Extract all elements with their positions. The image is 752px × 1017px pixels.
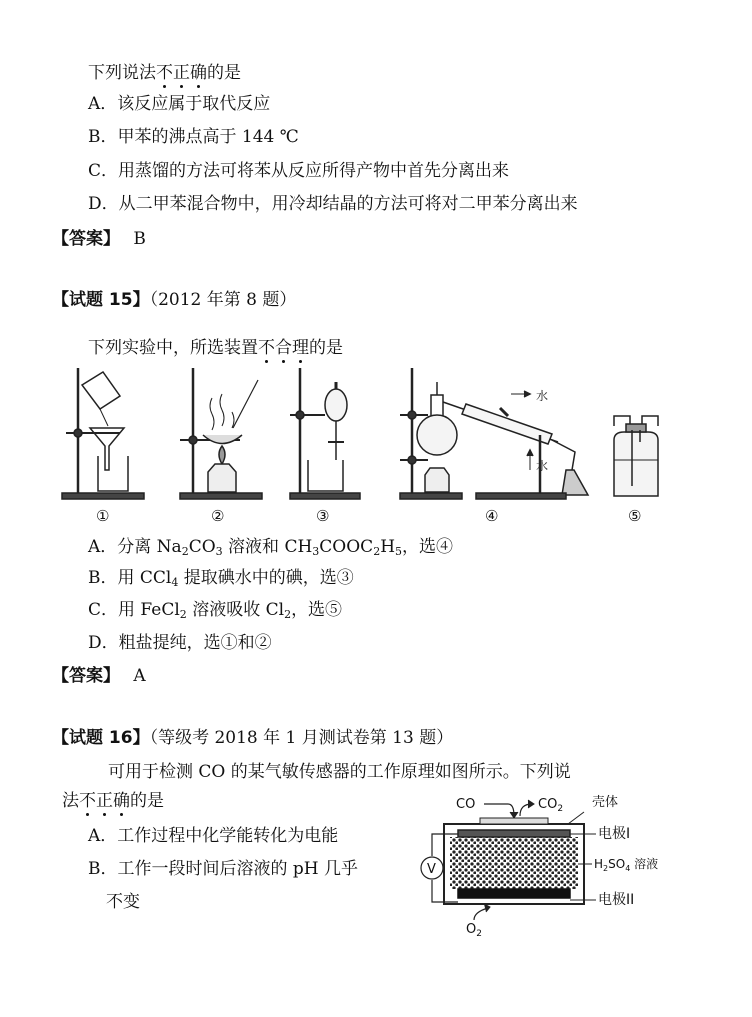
apparatus-1-filtration bbox=[62, 368, 144, 499]
question-source: （等级考 2018 年 1 月测试卷第 13 题） bbox=[149, 728, 454, 748]
figure-label-4: ④ bbox=[485, 507, 499, 525]
q15-answer bbox=[52, 665, 146, 687]
q16-header bbox=[52, 727, 453, 749]
water-in-label: 水 bbox=[536, 459, 549, 473]
q14-stem: 下列说法不正确的是 bbox=[88, 63, 241, 83]
co2-label: $CO_2$ bbox=[538, 797, 564, 814]
answer-label: 【答案】 bbox=[52, 666, 120, 686]
voltmeter-icon: V bbox=[427, 862, 436, 877]
apparatus-3-separating-funnel bbox=[290, 368, 360, 499]
figure-label-2: ② bbox=[211, 507, 225, 525]
answer-label: 【答案】 bbox=[52, 229, 120, 249]
q14-option-b: B．甲苯的沸点高于 144 ℃ bbox=[88, 127, 299, 147]
q16-stem-line2: 法不正确的是 bbox=[62, 791, 164, 811]
figure-label-1: ① bbox=[96, 507, 110, 525]
q15-stem: 下列实验中，所选装置不合理的是 bbox=[88, 338, 343, 358]
q15-option-a: A．分离 $Na_2CO_3$ 溶液和 $CH_3COOC_2H_5$，选④ bbox=[88, 537, 454, 558]
answer-value: A bbox=[133, 666, 146, 686]
gas-sensor-diagram bbox=[410, 790, 680, 940]
apparatus-4-distillation bbox=[400, 368, 588, 499]
solution-label: $H_2SO_4$ 溶液 bbox=[594, 857, 659, 873]
apparatus-5-gas-bottle bbox=[614, 416, 658, 496]
electrode-1-label: 电极I bbox=[598, 826, 631, 842]
q15-header bbox=[52, 289, 296, 311]
question-tag: 【试题 15】 bbox=[52, 290, 150, 310]
q15-option-d: D．粗盐提纯，选①和② bbox=[88, 633, 272, 653]
q14-option-a: A．该反应属于取代反应 bbox=[88, 94, 271, 114]
figure-label-5: ⑤ bbox=[628, 507, 642, 525]
co-label: CO bbox=[456, 797, 476, 812]
figure-label-3: ③ bbox=[316, 507, 330, 525]
apparatus-2-evaporation bbox=[180, 368, 262, 499]
q15-option-c: C．用 FeCl$_2$ 溶液吸收 $Cl_2$，选⑤ bbox=[88, 600, 343, 621]
shell-label: 壳体 bbox=[592, 795, 619, 810]
apparatus-figure bbox=[0, 360, 752, 530]
q14-option-d: D．从二甲苯混合物中，用冷却结晶的方法可将对二甲苯分离出来 bbox=[88, 194, 578, 214]
q16-option-a: A．工作过程中化学能转化为电能 bbox=[88, 826, 339, 846]
q14-answer bbox=[52, 228, 146, 250]
answer-value: B bbox=[133, 229, 146, 249]
q16-stem-line1: 可用于检测 CO 的某气敏传感器的工作原理如图所示。下列说 bbox=[108, 762, 571, 782]
q14-option-c: C．用蒸馏的方法可将苯从反应所得产物中首先分离出来 bbox=[88, 161, 510, 181]
emphasis-dots: 不正确 bbox=[156, 63, 207, 83]
water-out-label: 水 bbox=[536, 389, 549, 403]
q16-option-b-line1: B．工作一段时间后溶液的 pH 几乎 bbox=[88, 859, 359, 879]
question-source: （2012 年第 8 题） bbox=[149, 290, 297, 310]
o2-label: $O_2$ bbox=[466, 922, 482, 939]
electrode-2-label: 电极II bbox=[598, 892, 635, 908]
q16-option-b-line2: 不变 bbox=[106, 892, 140, 912]
question-tag: 【试题 16】 bbox=[52, 728, 150, 748]
q15-option-b: B．用 CCl$_4$ 提取碘水中的碘，选③ bbox=[88, 568, 354, 589]
